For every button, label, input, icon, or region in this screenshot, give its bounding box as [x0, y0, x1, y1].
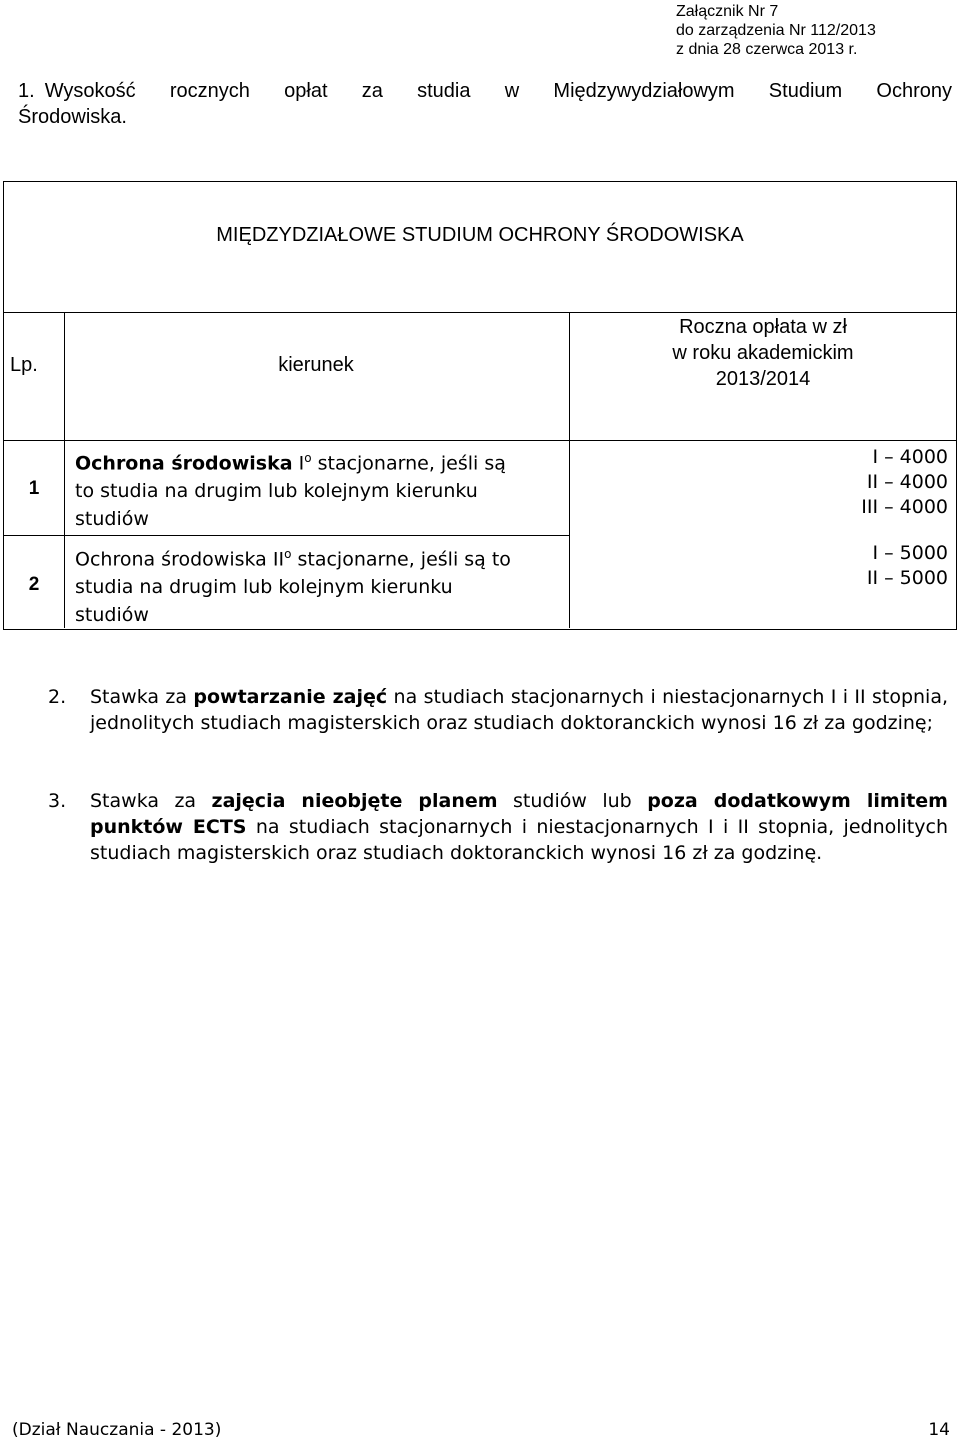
section-3-text: Stawka za: [90, 790, 212, 812]
header-kierunek: kierunek: [278, 354, 354, 376]
row-1-degree-sup: o: [304, 451, 312, 465]
section-3-bold: poza dodatkowym limitem punktów ECTS: [90, 790, 948, 838]
header-fee-line: 2013/2014: [715, 368, 811, 390]
section-3-paragraph: [48, 788, 948, 866]
section-1-word: rocznych: [169, 80, 250, 102]
header-fee-line: Roczna opłata w zł: [679, 316, 847, 338]
attachment-line-2: do zarządzenia Nr 112/2013: [676, 22, 876, 39]
row-1-lp: 1: [28, 478, 40, 499]
attachment-line-1: Załącznik Nr 7: [676, 3, 779, 20]
section-1-word: Ochrony: [876, 80, 952, 102]
row-2-lp: 2: [28, 574, 40, 595]
footer-department: (Dział Nauczania - 2013): [12, 1420, 222, 1440]
row-1-mode: stacjonarne, jeśli są: [317, 452, 506, 475]
row-1-fees: [861, 445, 948, 520]
header-fee-line: w roku akademickim: [672, 342, 854, 364]
attachment-line-3: z dnia 28 czerwca 2013 r.: [676, 41, 858, 58]
table-title: MIĘDZYDZIAŁOWE STUDIUM OCHRONY ŚRODOWISKA: [216, 224, 744, 246]
row-2-degree-sup: o: [284, 547, 292, 561]
section-3-bold: zajęcia nieobjęte planem: [211, 790, 498, 812]
section-1-heading: [18, 78, 952, 130]
row-1-program: [75, 444, 565, 533]
section-2-paragraph: [48, 684, 948, 736]
header-annual-fee: [570, 314, 956, 392]
section-1-line-2: Środowiska.: [18, 106, 127, 128]
section-3-text: studiów lub: [497, 790, 648, 812]
fee-entry: I – 4000: [872, 446, 948, 468]
row-1-line-2: to studia na drugim lub kolejnym kierunku: [75, 480, 478, 503]
row-2-program: [75, 540, 565, 629]
row-2-line-3: studiów: [75, 604, 149, 627]
table-divider: [4, 440, 956, 441]
fee-entry: II – 4000: [866, 471, 948, 493]
row-2-line-2: studia na drugim lub kolejnym kierunku: [75, 576, 453, 599]
section-1-word: studia: [417, 80, 471, 102]
fee-entry: II – 5000: [866, 567, 948, 589]
row-2-name: Ochrona środowiska: [75, 548, 267, 571]
section-2-number: 2.: [48, 686, 67, 708]
header-lp: Lp.: [10, 354, 38, 376]
table-divider: [4, 312, 956, 313]
section-1-word: za: [361, 80, 383, 102]
table-divider: [4, 535, 570, 536]
section-1-number: 1.: [18, 80, 35, 102]
row-2-degree: II: [272, 548, 285, 571]
section-1-word: Międzywydziałowym: [553, 80, 735, 102]
row-1-line-3: studiów: [75, 508, 149, 531]
attachment-header: [676, 2, 876, 59]
row-1-degree: I: [298, 452, 305, 475]
section-3-number: 3.: [48, 790, 67, 812]
section-1-word: opłat: [284, 80, 328, 102]
fee-entry: III – 4000: [861, 496, 948, 518]
row-1-name: Ochrona środowiska: [75, 452, 293, 475]
section-1-word: Wysokość: [44, 80, 136, 102]
section-3-text: na studiach stacjonarnych i niestacjonarnych I i II stopnia, jednolitych studiach magisterskich oraz studiach doktoranckich wynosi 16 zł za godzinę.: [90, 816, 948, 864]
section-2-bold: powtarzanie zajęć: [193, 686, 388, 708]
section-1-line-1: [18, 78, 952, 104]
section-2-text: Stawka za: [90, 686, 194, 708]
fee-entry: I – 5000: [872, 542, 948, 564]
section-2-text: na studiach stacjonarnych i niestacjonarnych I i II stopnia, jednolitych studiach magisterskich oraz studiach doktoranckich wynosi 16 zł za godzinę;: [90, 686, 949, 734]
row-2-fees: [867, 541, 948, 591]
section-1-word: Studium: [768, 80, 843, 102]
page-number: 14: [928, 1420, 950, 1440]
row-2-mode: stacjonarne, jeśli są to: [297, 548, 511, 571]
section-1-word: w: [504, 80, 520, 102]
